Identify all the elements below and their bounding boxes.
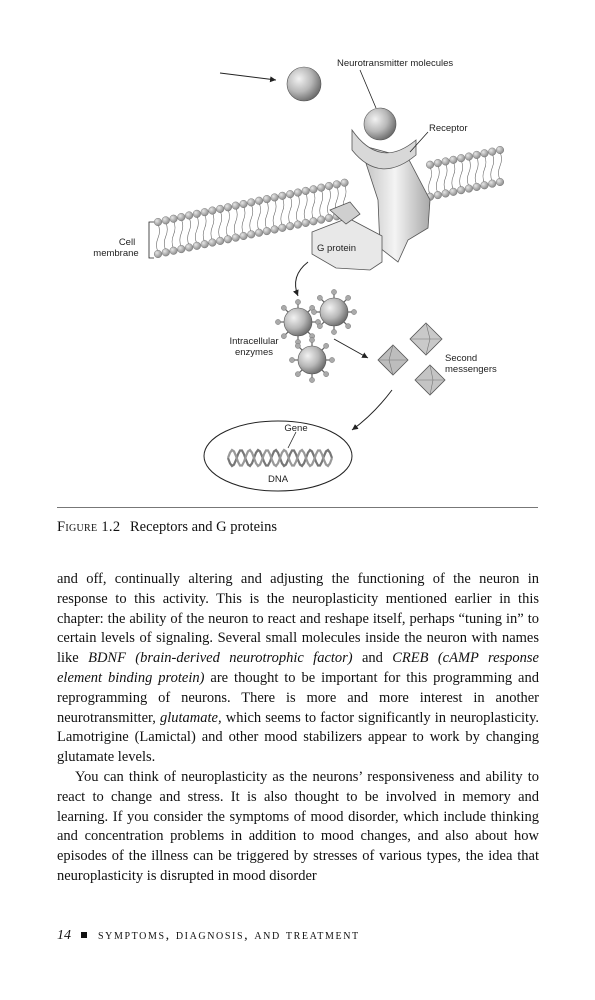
page-number: 14 xyxy=(57,928,71,943)
lipid-head xyxy=(255,197,263,205)
lipid-tail xyxy=(312,191,315,219)
lipid-tail xyxy=(157,224,160,252)
lipid-head xyxy=(457,186,465,194)
lipid-head xyxy=(240,232,248,240)
lipid-tail xyxy=(499,152,502,180)
lipid-head xyxy=(279,192,287,200)
lipid-head xyxy=(481,149,489,157)
lipid-tail xyxy=(234,208,237,236)
lipid-head xyxy=(216,205,224,213)
label-second: Second xyxy=(445,353,478,364)
lipid-tail xyxy=(211,213,214,241)
lipid-tail xyxy=(452,162,455,190)
lipid-tail xyxy=(467,159,470,187)
lipid-tail xyxy=(250,204,253,232)
cell-membrane-bracket xyxy=(149,222,154,258)
lipid-tail xyxy=(265,201,268,229)
lipid-tail xyxy=(281,198,284,226)
lipid-head xyxy=(170,215,178,223)
paragraph-1-part-c: are thought to be important for this programming and reprogramming of neurons. There is more and more interest in another neurotransmitter, xyxy=(57,669,539,726)
lipid-head xyxy=(481,181,489,189)
lipid-head xyxy=(255,229,263,237)
paragraph-2: You can think of neuroplasticity as the neurons’ responsiveness and ability to react to change and stress. It is also thought to be involved in memory and learning. If you consider the symptoms of mood disorder, which include thinking and concentration problems in addition to mood changes, and also about how episodes of the illness can be triggered by stresses of various types, the idea that neuroplasticity is disrupted in mood disorder xyxy=(57,768,539,884)
lipid-head xyxy=(496,178,504,186)
lipid-head xyxy=(185,244,193,252)
enzyme xyxy=(275,299,320,344)
lipid-head xyxy=(294,221,302,229)
label-enzymes: enzymes xyxy=(234,347,274,358)
lipid-head xyxy=(434,159,442,167)
lipid-head xyxy=(247,199,255,207)
lipid-head xyxy=(154,218,162,226)
running-head: symptoms, diagnosis, and treatment xyxy=(98,928,360,943)
lipid-head xyxy=(310,217,318,225)
paragraph-1-part-d: which seems to factor significantly in neuroplasticity. Lamotrigine (Lamictal) and other mood stabilizers appear to work by changing glutamate levels. xyxy=(57,709,540,766)
bound-neurotransmitter xyxy=(364,108,396,140)
incoming-arrow xyxy=(220,73,276,80)
lipid-head xyxy=(279,224,287,232)
paragraph-1-part-a: and off, continually altering and adjusting the functioning of the neuron in response to this activity. This is the neuroplasticity mentioned earlier in this chapter: the ability of the neuron to react and reshape itself, perhaps “tuning in” to certain levels of signaling. Several small molecules inside the neuron with names like xyxy=(57,571,539,667)
lipid-head xyxy=(333,181,341,189)
lipid-head xyxy=(263,195,271,203)
lipid-head xyxy=(450,188,458,196)
lipid-head xyxy=(488,148,496,156)
body-text xyxy=(57,570,539,887)
lipid-tail xyxy=(219,211,222,239)
leader-receptor xyxy=(410,132,428,152)
lipid-head xyxy=(465,153,473,161)
label-g-protein: G protein xyxy=(317,243,357,254)
lipid-head xyxy=(224,203,232,211)
lipid-head xyxy=(457,154,465,162)
lipid-head xyxy=(286,190,294,198)
lipid-tail xyxy=(328,188,331,216)
lipid-tail xyxy=(195,216,198,244)
lipid-head xyxy=(302,219,310,227)
lipid-head xyxy=(294,189,302,197)
lipid-head xyxy=(434,191,442,199)
lipid-head xyxy=(162,249,170,257)
intracellular-enzymes-illustration xyxy=(275,289,356,382)
lipid-tail xyxy=(273,199,276,227)
lipid-tail xyxy=(242,206,245,234)
label-receptor: Receptor xyxy=(429,123,468,134)
lipid-head xyxy=(178,245,186,253)
lipid-head xyxy=(442,190,450,198)
g-protein-illustration xyxy=(312,202,382,270)
lipid-tail xyxy=(188,217,191,245)
lipid-tail xyxy=(226,209,229,237)
enzymes-arrow xyxy=(334,339,368,358)
footer-bullet-icon xyxy=(81,932,87,938)
second-messengers-illustration xyxy=(378,323,445,395)
lipid-tail xyxy=(304,193,307,221)
lipid-head xyxy=(170,247,178,255)
lipid-tail xyxy=(296,195,299,223)
figure-caption-text: Receptors and G proteins xyxy=(130,519,277,535)
lipid-head xyxy=(302,187,310,195)
lipid-head xyxy=(341,179,349,187)
lipid-head xyxy=(193,210,201,218)
lipid-tail xyxy=(320,190,323,218)
lipid-head xyxy=(317,216,325,224)
lipid-head xyxy=(325,214,333,222)
lipid-head xyxy=(178,213,186,221)
paragraph-1 xyxy=(57,570,539,768)
label-intracellular: Intracellular xyxy=(229,336,279,347)
lipid-head xyxy=(232,202,240,210)
glutamate-term: glutamate, xyxy=(160,709,222,726)
lipid-head xyxy=(224,235,232,243)
lipid-head xyxy=(271,226,279,234)
lipid-tail xyxy=(180,219,183,247)
lipid-head xyxy=(426,161,434,169)
lipid-head xyxy=(286,222,294,230)
lipid-head xyxy=(162,217,170,225)
lipid-tail xyxy=(172,221,175,249)
neurotransmitter-molecule xyxy=(287,67,321,101)
enzyme xyxy=(289,337,334,382)
messengers-arrow xyxy=(352,390,392,430)
label-dna: DNA xyxy=(267,474,289,485)
lipid-head xyxy=(442,158,450,166)
figure-number: Figure 1.2 xyxy=(57,519,121,535)
lipid-head xyxy=(209,239,217,247)
figure-divider xyxy=(57,507,538,508)
lipid-tail xyxy=(429,167,432,195)
label-neurotransmitter: Neurotransmitter molecules xyxy=(337,58,454,69)
g-protein-arrow xyxy=(296,262,308,296)
label-gene: Gene xyxy=(284,423,308,434)
enzyme xyxy=(311,289,356,334)
lipid-head xyxy=(473,151,481,159)
label-membrane: membrane xyxy=(93,248,139,259)
lipid-tail xyxy=(164,222,167,250)
label-cell: Cell xyxy=(118,237,136,248)
page-footer xyxy=(57,928,360,944)
lipid-head xyxy=(154,250,162,258)
lipid-head xyxy=(263,227,271,235)
lipid-head xyxy=(201,208,209,216)
lipid-head xyxy=(271,194,279,202)
lipid-head xyxy=(185,212,193,220)
lipid-head xyxy=(496,146,504,154)
lipid-head xyxy=(216,237,224,245)
lipid-head xyxy=(465,185,473,193)
figure-caption xyxy=(57,519,277,536)
label-messengers: messengers xyxy=(445,364,497,375)
paragraph-1-part-b: and xyxy=(352,650,393,667)
lipid-head xyxy=(201,240,209,248)
lipid-head xyxy=(317,184,325,192)
lipid-head xyxy=(232,234,240,242)
lipid-tail xyxy=(289,196,292,224)
lipid-head xyxy=(473,183,481,191)
lipid-tail xyxy=(258,203,261,231)
lipid-tail xyxy=(475,157,478,185)
lipid-head xyxy=(247,231,255,239)
lipid-tail xyxy=(460,160,463,188)
creb-term: CREB (cAMP response element binding protein) xyxy=(57,650,539,686)
bdnf-term: BDNF (brain-derived neurotrophic factor) xyxy=(88,650,353,667)
lipid-tail xyxy=(491,154,494,182)
lipid-tail xyxy=(203,214,206,242)
lipid-head xyxy=(310,185,318,193)
lipid-tail xyxy=(483,155,486,183)
lipid-head xyxy=(240,200,248,208)
lipid-head xyxy=(209,207,217,215)
lipid-head xyxy=(488,180,496,188)
lipid-tail xyxy=(436,165,439,193)
lipid-tail xyxy=(444,163,447,191)
lipid-head xyxy=(325,182,333,190)
lipid-head xyxy=(450,156,458,164)
leader-neurotransmitter xyxy=(360,70,376,108)
lipid-head xyxy=(193,242,201,250)
